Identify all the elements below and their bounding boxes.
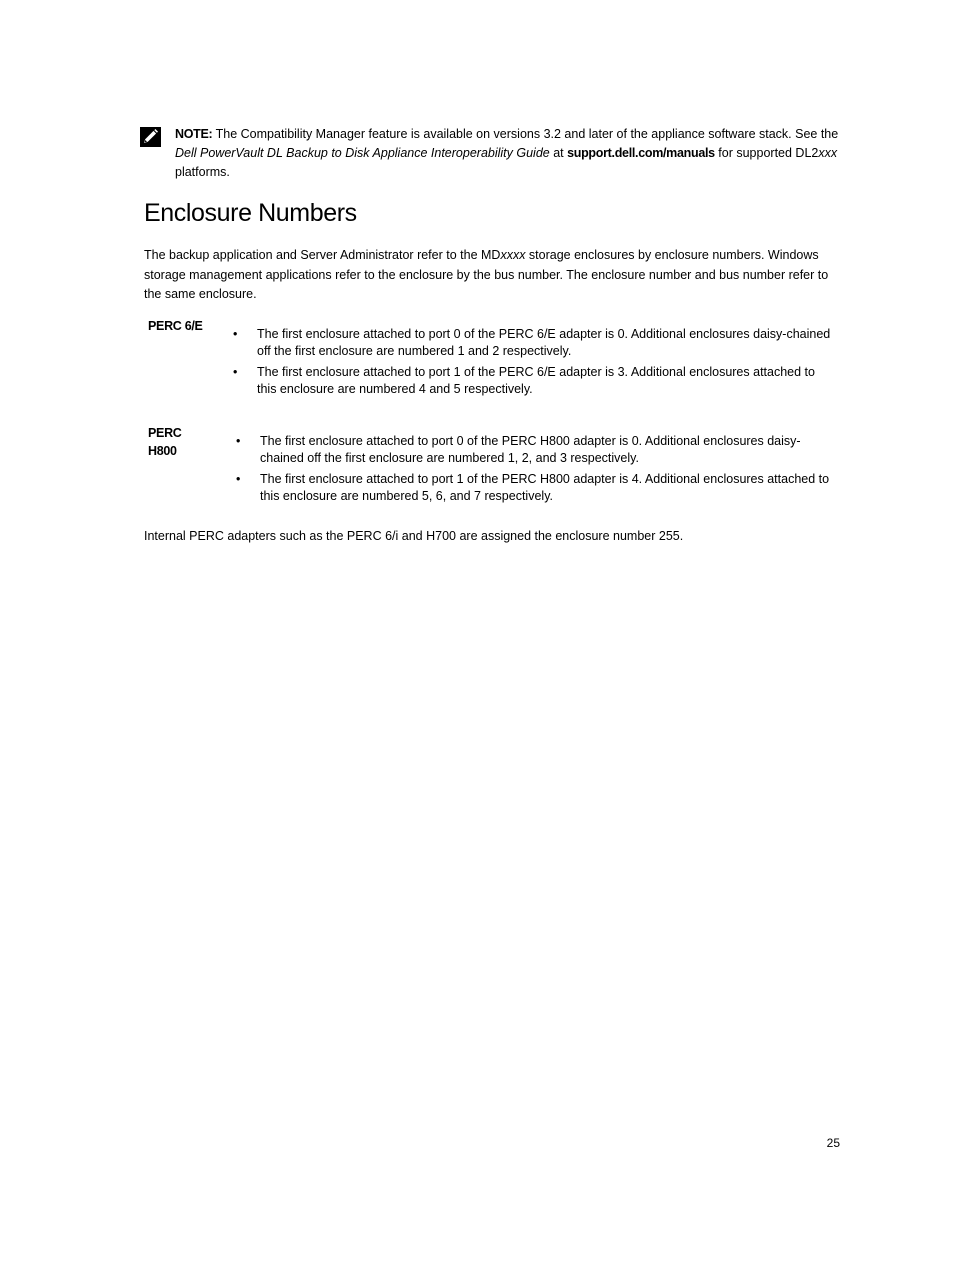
note-text-part-4: platforms. xyxy=(175,165,230,179)
pencil-note-icon xyxy=(140,127,161,147)
note-text xyxy=(175,125,840,182)
page-number: 25 xyxy=(826,1136,840,1150)
definition-term: PERC 6/E xyxy=(148,319,203,333)
list-item-text: The first enclosure attached to port 0 of the PERC H800 adapter is 0. Additional enclosures daisy-chained off the first enclosure are numbered 1, 2, and 3 respectively. xyxy=(260,434,801,465)
intro-text-part-1: The backup application and Server Administrator refer to the MD xyxy=(144,248,501,262)
definition-bullet-list xyxy=(233,326,833,402)
bullet-icon: • xyxy=(236,434,241,448)
support-manuals-link[interactable]: support.dell.com/manuals xyxy=(567,146,715,160)
section-heading: Enclosure Numbers xyxy=(144,199,357,227)
bullet-icon: • xyxy=(233,365,238,379)
list-item xyxy=(236,433,833,466)
definition-bullet-list xyxy=(236,433,833,509)
intro-model-suffix: xxxx xyxy=(500,248,526,262)
interoperability-guide-title: Dell PowerVault DL Backup to Disk Appliance Interoperability Guide xyxy=(175,146,550,160)
note-label: NOTE: xyxy=(175,127,213,141)
definition-term: PERC H800 xyxy=(148,426,182,458)
bullet-icon: • xyxy=(233,327,238,341)
list-item-text: The first enclosure attached to port 0 of the PERC 6/E adapter is 0. Additional enclosures daisy-chained off the first enclosure are numbered 1 and 2 respectively. xyxy=(257,327,831,358)
intro-text-part-2: storage enclosures by enclosure numbers. Windows storage management applications refer to the enclosure by the bus number. The enclosure number and bus number refer to the same enclosure. xyxy=(144,248,829,301)
note-model-suffix: xxx xyxy=(818,146,838,160)
list-item-text: The first enclosure attached to port 1 of the PERC 6/E adapter is 3. Additional enclosures attached to this enclosure are numbered 4 and 5 respectively. xyxy=(257,365,815,396)
list-item-text: The first enclosure attached to port 1 of the PERC H800 adapter is 4. Additional enclosures attached to this enclosure are numbered 5, 6, and 7 respectively. xyxy=(260,472,830,503)
list-item xyxy=(236,471,833,504)
note-text-part-2: at xyxy=(549,146,568,160)
closing-paragraph: Internal PERC adapters such as the PERC 6/i and H700 are assigned the enclosure number 255. xyxy=(144,529,684,543)
note-text-part-3: for supported DL2 xyxy=(714,146,819,160)
bullet-icon: • xyxy=(236,472,241,486)
note-text-part-1: The Compatibility Manager feature is available on versions 3.2 and later of the appliance software stack. See the xyxy=(212,127,839,141)
intro-paragraph xyxy=(144,246,840,305)
list-item xyxy=(233,364,833,397)
list-item xyxy=(233,326,833,359)
